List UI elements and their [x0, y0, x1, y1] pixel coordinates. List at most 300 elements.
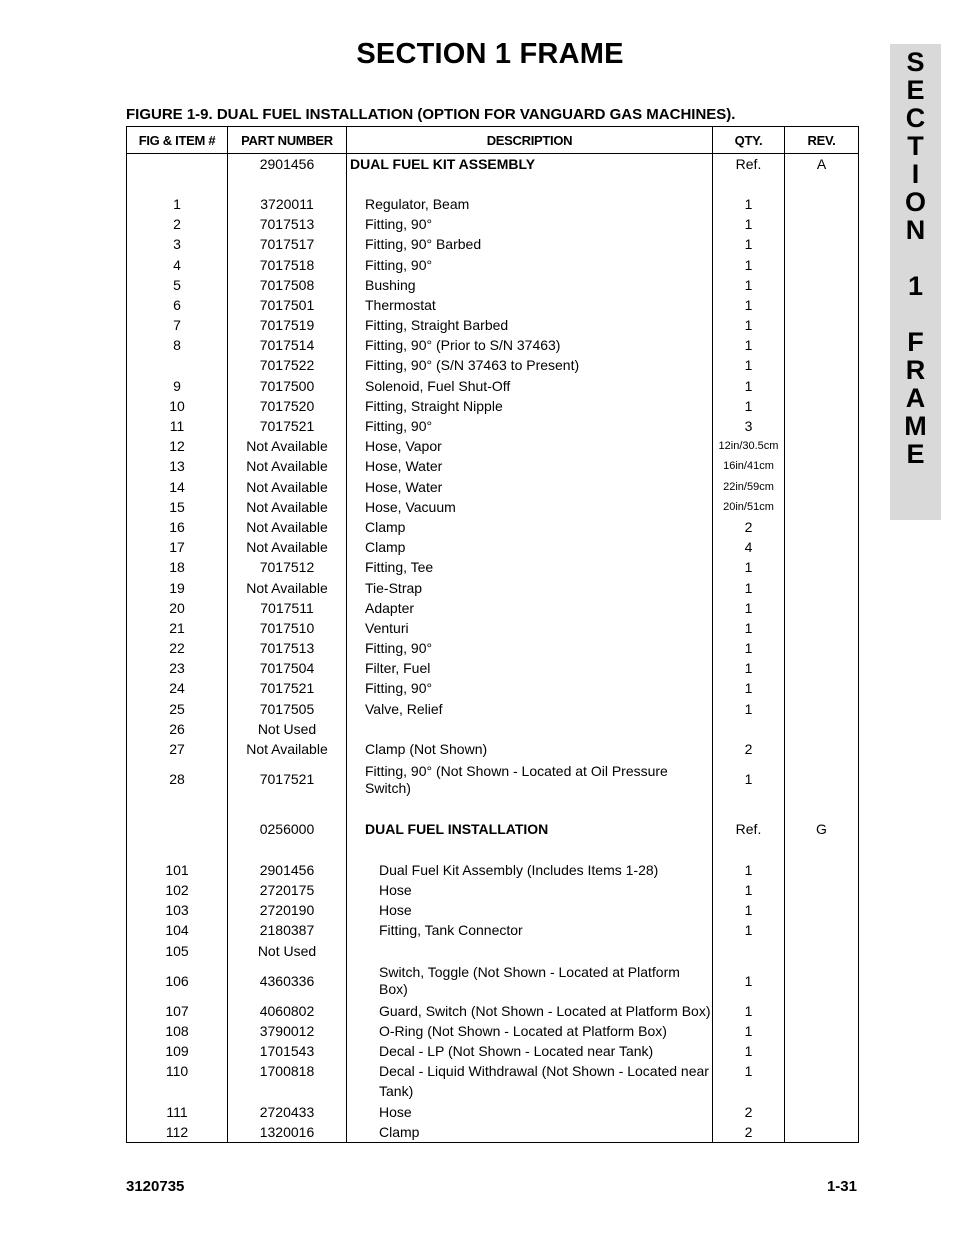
cell-part-number: Not Available — [228, 517, 347, 537]
spacer-cell — [785, 800, 859, 820]
cell-qty: 1 — [713, 598, 785, 618]
cell-description — [347, 719, 713, 739]
cell-qty: 1 — [713, 1001, 785, 1021]
cell-rev — [785, 538, 859, 558]
cell-rev — [785, 961, 859, 1001]
cell-rev — [785, 1001, 859, 1021]
cell-qty: 1 — [713, 659, 785, 679]
spacer-cell — [713, 840, 785, 860]
spacer-cell — [127, 800, 228, 820]
cell-fig-item: 27 — [127, 739, 228, 759]
cell-rev — [785, 639, 859, 659]
cell-description: Fitting, Tank Connector — [347, 921, 713, 941]
cell-description: Fitting, 90° — [347, 416, 713, 436]
cell-description: Fitting, Straight Nipple — [347, 396, 713, 416]
cell-description: Hose, Water — [347, 477, 713, 497]
table-row — [127, 679, 859, 699]
cell-description: Tie-Strap — [347, 578, 713, 598]
table-row — [127, 639, 859, 659]
side-tab-letter — [890, 300, 941, 328]
cell-rev — [785, 275, 859, 295]
side-tab-letter: I — [911, 159, 920, 189]
cell-description: Tank) — [347, 1082, 713, 1102]
cell-qty: 1 — [713, 235, 785, 255]
side-tab-letter — [890, 244, 941, 272]
cell-qty: 1 — [713, 921, 785, 941]
cell-qty: 1 — [713, 880, 785, 900]
cell-fig-item: 8 — [127, 336, 228, 356]
cell-description: Decal - LP (Not Shown - Located near Tank) — [347, 1042, 713, 1062]
cell-fig-item: 2 — [127, 215, 228, 235]
cell-rev — [785, 921, 859, 941]
col-header-fig-item: FIG & ITEM # — [127, 127, 228, 154]
cell-fig-item: 19 — [127, 578, 228, 598]
cell-fig-item: 20 — [127, 598, 228, 618]
cell-part-number — [228, 1082, 347, 1102]
cell-fig-item: 1 — [127, 194, 228, 214]
table-row — [127, 820, 859, 840]
cell-description: Fitting, 90° — [347, 215, 713, 235]
cell-qty: 2 — [713, 517, 785, 537]
cell-description: Switch, Toggle (Not Shown - Located at Platform Box) — [347, 961, 713, 1001]
cell-part-number: 7017501 — [228, 295, 347, 315]
cell-fig-item: 22 — [127, 639, 228, 659]
cell-rev — [785, 659, 859, 679]
cell-qty: Ref. — [713, 820, 785, 840]
cell-description: Clamp — [347, 517, 713, 537]
cell-rev — [785, 880, 859, 900]
cell-qty: 22in/59cm — [713, 477, 785, 497]
table-row — [127, 880, 859, 900]
cell-rev — [785, 215, 859, 235]
cell-qty: 4 — [713, 538, 785, 558]
cell-fig-item: 109 — [127, 1042, 228, 1062]
cell-part-number: 0256000 — [228, 820, 347, 840]
spacer-cell — [713, 174, 785, 194]
cell-description: Thermostat — [347, 295, 713, 315]
table-row — [127, 396, 859, 416]
side-tab-letter: E — [906, 439, 925, 469]
cell-part-number: Not Available — [228, 497, 347, 517]
side-tab-letter: E — [906, 75, 925, 105]
cell-rev — [785, 719, 859, 739]
cell-part-number: 7017505 — [228, 699, 347, 719]
table-row — [127, 578, 859, 598]
table-row — [127, 1082, 859, 1102]
cell-part-number: Not Used — [228, 941, 347, 961]
cell-rev — [785, 497, 859, 517]
cell-fig-item: 11 — [127, 416, 228, 436]
side-tab-letter: O — [904, 187, 926, 217]
cell-qty: 12in/30.5cm — [713, 437, 785, 457]
cell-part-number: 2720433 — [228, 1102, 347, 1122]
table-row — [127, 235, 859, 255]
cell-part-number: 7017521 — [228, 416, 347, 436]
cell-description: DUAL FUEL KIT ASSEMBLY — [347, 154, 713, 175]
cell-description: Fitting, 90° — [347, 255, 713, 275]
table-row — [127, 961, 859, 1001]
cell-qty: 1 — [713, 1062, 785, 1082]
cell-description: Venturi — [347, 618, 713, 638]
table-row — [127, 457, 859, 477]
cell-qty: 1 — [713, 901, 785, 921]
cell-qty — [713, 1082, 785, 1102]
cell-rev — [785, 437, 859, 457]
cell-fig-item: 9 — [127, 376, 228, 396]
cell-description: Clamp (Not Shown) — [347, 739, 713, 759]
table-row — [127, 699, 859, 719]
table-row — [127, 497, 859, 517]
table-row — [127, 558, 859, 578]
cell-rev — [785, 598, 859, 618]
cell-qty: 1 — [713, 618, 785, 638]
table-row — [127, 598, 859, 618]
cell-qty: 20in/51cm — [713, 497, 785, 517]
table-row — [127, 1021, 859, 1041]
spacer-cell — [127, 840, 228, 860]
cell-fig-item: 7 — [127, 316, 228, 336]
cell-fig-item — [127, 154, 228, 175]
cell-fig-item: 4 — [127, 255, 228, 275]
cell-qty: 16in/41cm — [713, 457, 785, 477]
cell-part-number: 7017511 — [228, 598, 347, 618]
cell-fig-item: 112 — [127, 1122, 228, 1143]
cell-rev — [785, 618, 859, 638]
cell-qty: 2 — [713, 1102, 785, 1122]
cell-qty: 1 — [713, 295, 785, 315]
cell-part-number: 7017517 — [228, 235, 347, 255]
cell-description: Hose — [347, 1102, 713, 1122]
cell-description: Fitting, 90° — [347, 639, 713, 659]
cell-part-number: 7017513 — [228, 639, 347, 659]
table-row — [127, 618, 859, 638]
cell-rev — [785, 316, 859, 336]
cell-fig-item: 13 — [127, 457, 228, 477]
cell-rev — [785, 235, 859, 255]
figure-title: FIGURE 1-9. DUAL FUEL INSTALLATION (OPTION FOR VANGUARD GAS MACHINES). — [126, 106, 736, 123]
cell-description: Hose, Water — [347, 457, 713, 477]
cell-part-number: 2901456 — [228, 860, 347, 880]
cell-description: Guard, Switch (Not Shown - Located at Platform Box) — [347, 1001, 713, 1021]
col-header-description: DESCRIPTION — [347, 127, 713, 154]
page-number: 1-31 — [826, 1178, 857, 1195]
col-header-qty: QTY. — [713, 127, 785, 154]
cell-rev — [785, 558, 859, 578]
cell-description: Clamp — [347, 1122, 713, 1143]
cell-rev — [785, 477, 859, 497]
spacer-cell — [713, 800, 785, 820]
spacer-cell — [785, 174, 859, 194]
cell-description: Dual Fuel Kit Assembly (Includes Items 1-28) — [347, 860, 713, 880]
spacer-cell — [785, 840, 859, 860]
table-row — [127, 416, 859, 436]
side-tab-letter: F — [907, 327, 924, 357]
table-row — [127, 154, 859, 175]
cell-fig-item — [127, 356, 228, 376]
cell-part-number: Not Available — [228, 538, 347, 558]
cell-rev — [785, 295, 859, 315]
document-number: 3120735 — [126, 1178, 185, 1195]
cell-fig-item: 25 — [127, 699, 228, 719]
cell-part-number: Not Available — [228, 739, 347, 759]
table-row — [127, 800, 859, 820]
side-tab-letter: A — [905, 383, 926, 413]
cell-description: Regulator, Beam — [347, 194, 713, 214]
cell-rev — [785, 416, 859, 436]
cell-qty: 1 — [713, 255, 785, 275]
cell-fig-item: 108 — [127, 1021, 228, 1041]
cell-fig-item: 107 — [127, 1001, 228, 1021]
cell-rev: G — [785, 820, 859, 840]
cell-fig-item: 111 — [127, 1102, 228, 1122]
section-side-tab — [890, 44, 941, 520]
cell-qty: 1 — [713, 699, 785, 719]
cell-fig-item: 102 — [127, 880, 228, 900]
table-row — [127, 659, 859, 679]
cell-description: O-Ring (Not Shown - Located at Platform Box) — [347, 1021, 713, 1041]
side-tab-letter: 1 — [907, 271, 924, 301]
table-row — [127, 517, 859, 537]
cell-rev — [785, 396, 859, 416]
cell-description: Valve, Relief — [347, 699, 713, 719]
cell-qty: 1 — [713, 336, 785, 356]
side-tab-letter: M — [904, 411, 927, 441]
table-row — [127, 901, 859, 921]
cell-part-number: 1701543 — [228, 1042, 347, 1062]
table-row — [127, 336, 859, 356]
cell-rev — [785, 1042, 859, 1062]
table-row — [127, 1062, 859, 1082]
cell-rev — [785, 860, 859, 880]
spacer-cell — [347, 174, 713, 194]
cell-part-number: 7017521 — [228, 760, 347, 800]
spacer-cell — [127, 174, 228, 194]
table-row — [127, 275, 859, 295]
cell-qty — [713, 719, 785, 739]
table-row — [127, 316, 859, 336]
cell-fig-item: 3 — [127, 235, 228, 255]
cell-part-number: 7017521 — [228, 679, 347, 699]
cell-qty: 1 — [713, 1042, 785, 1062]
cell-description: Bushing — [347, 275, 713, 295]
cell-fig-item: 23 — [127, 659, 228, 679]
cell-rev — [785, 255, 859, 275]
cell-description: Hose — [347, 901, 713, 921]
col-header-rev: REV. — [785, 127, 859, 154]
cell-description: Fitting, Straight Barbed — [347, 316, 713, 336]
cell-rev — [785, 901, 859, 921]
side-tab-letters — [890, 48, 941, 468]
cell-qty: 1 — [713, 1021, 785, 1041]
cell-part-number: 2720175 — [228, 880, 347, 900]
table-row — [127, 921, 859, 941]
cell-rev — [785, 356, 859, 376]
cell-qty — [713, 941, 785, 961]
table-row — [127, 840, 859, 860]
table-row — [127, 1122, 859, 1143]
cell-part-number: 7017500 — [228, 376, 347, 396]
table-row — [127, 356, 859, 376]
cell-description: Filter, Fuel — [347, 659, 713, 679]
side-tab-letter: T — [907, 131, 924, 161]
cell-description: Fitting, 90° (Not Shown - Located at Oil Pressure Switch) — [347, 760, 713, 800]
cell-fig-item — [127, 1082, 228, 1102]
cell-description: Hose, Vapor — [347, 437, 713, 457]
cell-fig-item: 14 — [127, 477, 228, 497]
cell-part-number: 7017504 — [228, 659, 347, 679]
cell-part-number: 7017519 — [228, 316, 347, 336]
table-row — [127, 941, 859, 961]
cell-part-number: 2901456 — [228, 154, 347, 175]
table-row — [127, 215, 859, 235]
cell-qty: 1 — [713, 215, 785, 235]
cell-part-number: 3720011 — [228, 194, 347, 214]
cell-qty: 1 — [713, 356, 785, 376]
cell-rev — [785, 941, 859, 961]
spacer-cell — [228, 840, 347, 860]
table-row — [127, 1102, 859, 1122]
cell-description: Fitting, 90° (Prior to S/N 37463) — [347, 336, 713, 356]
cell-part-number: 7017513 — [228, 215, 347, 235]
table-row — [127, 437, 859, 457]
col-header-part-number: PART NUMBER — [228, 127, 347, 154]
cell-part-number: 3790012 — [228, 1021, 347, 1041]
cell-description: Solenoid, Fuel Shut-Off — [347, 376, 713, 396]
cell-part-number: 1320016 — [228, 1122, 347, 1143]
cell-fig-item: 16 — [127, 517, 228, 537]
cell-qty: 1 — [713, 275, 785, 295]
table-row — [127, 194, 859, 214]
parts-table — [126, 126, 859, 1143]
cell-part-number: 7017520 — [228, 396, 347, 416]
cell-qty: 1 — [713, 639, 785, 659]
cell-description: Adapter — [347, 598, 713, 618]
cell-part-number: 7017510 — [228, 618, 347, 638]
cell-qty: 1 — [713, 194, 785, 214]
table-row — [127, 255, 859, 275]
cell-rev — [785, 578, 859, 598]
cell-rev — [785, 1062, 859, 1082]
cell-part-number: Not Available — [228, 477, 347, 497]
cell-fig-item: 26 — [127, 719, 228, 739]
cell-qty: 3 — [713, 416, 785, 436]
cell-rev — [785, 679, 859, 699]
cell-fig-item: 5 — [127, 275, 228, 295]
cell-description: Fitting, 90° (S/N 37463 to Present) — [347, 356, 713, 376]
table-row — [127, 739, 859, 759]
cell-fig-item: 15 — [127, 497, 228, 517]
cell-description: Clamp — [347, 538, 713, 558]
cell-qty: 1 — [713, 578, 785, 598]
cell-qty: 1 — [713, 316, 785, 336]
cell-description: Hose, Vacuum — [347, 497, 713, 517]
cell-description: Fitting, 90° — [347, 679, 713, 699]
cell-rev — [785, 1082, 859, 1102]
cell-part-number: 4060802 — [228, 1001, 347, 1021]
cell-part-number: 7017512 — [228, 558, 347, 578]
section-title: SECTION 1 FRAME — [356, 38, 624, 70]
cell-rev — [785, 1102, 859, 1122]
spacer-cell — [228, 174, 347, 194]
cell-rev — [785, 739, 859, 759]
side-tab-letter: R — [905, 355, 926, 385]
cell-rev — [785, 376, 859, 396]
cell-rev — [785, 699, 859, 719]
cell-fig-item: 17 — [127, 538, 228, 558]
cell-part-number: 7017518 — [228, 255, 347, 275]
cell-fig-item: 103 — [127, 901, 228, 921]
table-header-row — [127, 127, 859, 154]
cell-qty: 1 — [713, 396, 785, 416]
cell-description: DUAL FUEL INSTALLATION — [347, 820, 713, 840]
cell-rev — [785, 517, 859, 537]
side-tab-letter: N — [905, 215, 926, 245]
cell-rev — [785, 1021, 859, 1041]
cell-fig-item: 10 — [127, 396, 228, 416]
cell-fig-item: 18 — [127, 558, 228, 578]
cell-description: Hose — [347, 880, 713, 900]
cell-qty: 2 — [713, 1122, 785, 1143]
cell-part-number: 7017508 — [228, 275, 347, 295]
cell-qty: 1 — [713, 558, 785, 578]
cell-fig-item: 12 — [127, 437, 228, 457]
cell-description: Decal - Liquid Withdrawal (Not Shown - Located near — [347, 1062, 713, 1082]
side-tab-letter: C — [905, 103, 926, 133]
table-row — [127, 1042, 859, 1062]
cell-fig-item: 28 — [127, 760, 228, 800]
table-row — [127, 295, 859, 315]
spacer-cell — [228, 800, 347, 820]
cell-description: Fitting, Tee — [347, 558, 713, 578]
cell-rev — [785, 1122, 859, 1143]
cell-description: Fitting, 90° Barbed — [347, 235, 713, 255]
cell-part-number: 4360336 — [228, 961, 347, 1001]
cell-rev: A — [785, 154, 859, 175]
cell-fig-item: 24 — [127, 679, 228, 699]
cell-fig-item: 21 — [127, 618, 228, 638]
cell-rev — [785, 457, 859, 477]
cell-qty: 1 — [713, 760, 785, 800]
table-row — [127, 719, 859, 739]
cell-part-number: 2720190 — [228, 901, 347, 921]
cell-qty: 1 — [713, 961, 785, 1001]
cell-part-number: 2180387 — [228, 921, 347, 941]
cell-fig-item: 101 — [127, 860, 228, 880]
cell-part-number: Not Available — [228, 578, 347, 598]
side-tab-letter: S — [906, 47, 925, 77]
cell-rev — [785, 336, 859, 356]
table-row — [127, 477, 859, 497]
cell-part-number: Not Used — [228, 719, 347, 739]
cell-part-number: 1700818 — [228, 1062, 347, 1082]
cell-qty: 1 — [713, 860, 785, 880]
spacer-cell — [347, 800, 713, 820]
cell-fig-item: 110 — [127, 1062, 228, 1082]
table-row — [127, 538, 859, 558]
cell-qty: 2 — [713, 739, 785, 759]
cell-rev — [785, 760, 859, 800]
cell-qty: 1 — [713, 376, 785, 396]
cell-description — [347, 941, 713, 961]
table-row — [127, 1001, 859, 1021]
spacer-cell — [347, 840, 713, 860]
parts-table-body — [127, 154, 859, 1143]
cell-qty: Ref. — [713, 154, 785, 175]
cell-part-number: Not Available — [228, 457, 347, 477]
cell-fig-item — [127, 820, 228, 840]
cell-part-number: 7017514 — [228, 336, 347, 356]
table-row — [127, 760, 859, 800]
